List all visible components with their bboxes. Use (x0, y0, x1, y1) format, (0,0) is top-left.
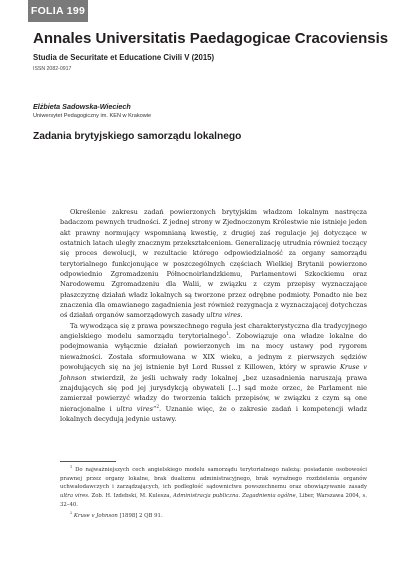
text-run: . (240, 311, 243, 320)
italic-text: ultra vires (60, 493, 89, 500)
footnotes (60, 466, 367, 522)
text-run: . Zob. H. Izdebski, M. Kulesza, (88, 493, 173, 500)
body-paragraph (60, 207, 367, 321)
journal-title: Annales Universitatis Paedagogicae Cracoviensis (33, 30, 389, 47)
text-run: ” (152, 404, 157, 413)
author-affiliation: Uniwersytet Pedagogiczny im. KEN w Krakowie (33, 113, 152, 119)
article-title: Zadania brytyjskiego samorządu lokalnego (33, 131, 242, 142)
footnote (60, 466, 367, 510)
article-body (60, 207, 367, 424)
issn: ISSN 2082-0917 (33, 66, 72, 72)
journal-subtitle: Studia de Securitate et Educatione Civili V (2015) (33, 53, 215, 62)
text-run: Określenie zakresu zadań powierzonych brytyjskim władzom lokalnym nastręcza badaczom pewnych trudności. Z jednej strony w Zjednoczonym Królestwie nie istnieje jeden akt prawny normujący wspomnianą kwestię, z drugiej zaś regulacje jej dotyczące w ostatnich latach uległy znacznym przekształceniom. Generalizację utrudnia również toczący się proces dewolucji, w rezultacie którego odpowiedzialność za organy samorządu terytorialnego funkcjonujące w poszczególnych częściach Wielkiej Brytanii powierzono odpowiednio Zgromadzeniu Północnoirlandzkiemu, Parlamentowi Szkockiemu oraz Narodowemu Zgromadzeniu dla Walii, w związku z czym przepisy wyznaczające płaszczyznę działań władz lokalnych są tworzone przez odrębne podmioty. Ponadto nie bez znaczenia dla omawianego zagadnienia jest również rezygnacja z wyznaczającej dotychczas oś działań organów samorządowych zasady (60, 208, 367, 320)
italic-text: Kruse v Johnson (60, 363, 367, 382)
text-run: . Uznanie więc, że o zakresie zadań i kompetencji władz lokalnych decydują jedynie ustawy. (60, 404, 367, 423)
footnote (60, 512, 367, 521)
italic-text: Administracja publiczna. Zagadnienia ogólne (172, 493, 296, 500)
text-run: Ta wywodząca się z prawa powszechnego reguła jest charakterystyczna dla tradycyjnego angielskiego modelu samorządu terytorialnego (60, 321, 367, 341)
footnote-ref: 2 (156, 404, 160, 410)
footnote-ref: 1 (70, 465, 73, 470)
footnote-rule (60, 461, 116, 462)
italic-text: ultra vires (206, 311, 241, 320)
footnote-ref: 2 (70, 510, 73, 515)
italic-text: Kruse v Johnson (73, 512, 118, 519)
author-name: Elżbieta Sadowska-Wieciech (33, 102, 131, 111)
body-paragraph (60, 321, 367, 424)
text-run: . Zobowiązuje ona władze lokalne do podejmowania wyłącznie działań powierzonych im na mocy ustawy pod rygorem nieważności. Została sformułowana w XIX wieku, a jednym z pierwszych sędziów powołujących się na jej istnienie był Lord Russel z Killowen, który w sprawie (60, 332, 367, 372)
text-run: , Liber, Warszawa 2004, s. 32–40. (60, 493, 367, 508)
footnote-ref: 1 (226, 331, 229, 337)
italic-text: ultra vires (116, 404, 153, 413)
text-run: stwierdził, że jeśli uchwały rady lokalnej „bez uzasadnienia naruszają prawa znajdujących się pod jej jurysdykcją obywateli [...] sąd może orzec, że Parlament nie zamierzał powierzyć władzy do tworzenia takich przepisów, w związku z czym są one nieracjonalne i (60, 373, 367, 413)
text-run: [1898] 2 QB 91. (117, 512, 163, 519)
text-run: Do najważniejszych cech angielskiego modelu samorządu terytorialnego należą: posiadanie osobowości prawnej przez organy lokalne, brak dualizmu administracyjnego, brak wyraźnego rozdzielenia organów uchwałodawczych i zarządzających, ich podległość sądownictwu powszechnemu oraz obowiązywanie zasady (60, 467, 367, 491)
folia-number-badge: FOLIA 199 (28, 0, 88, 22)
